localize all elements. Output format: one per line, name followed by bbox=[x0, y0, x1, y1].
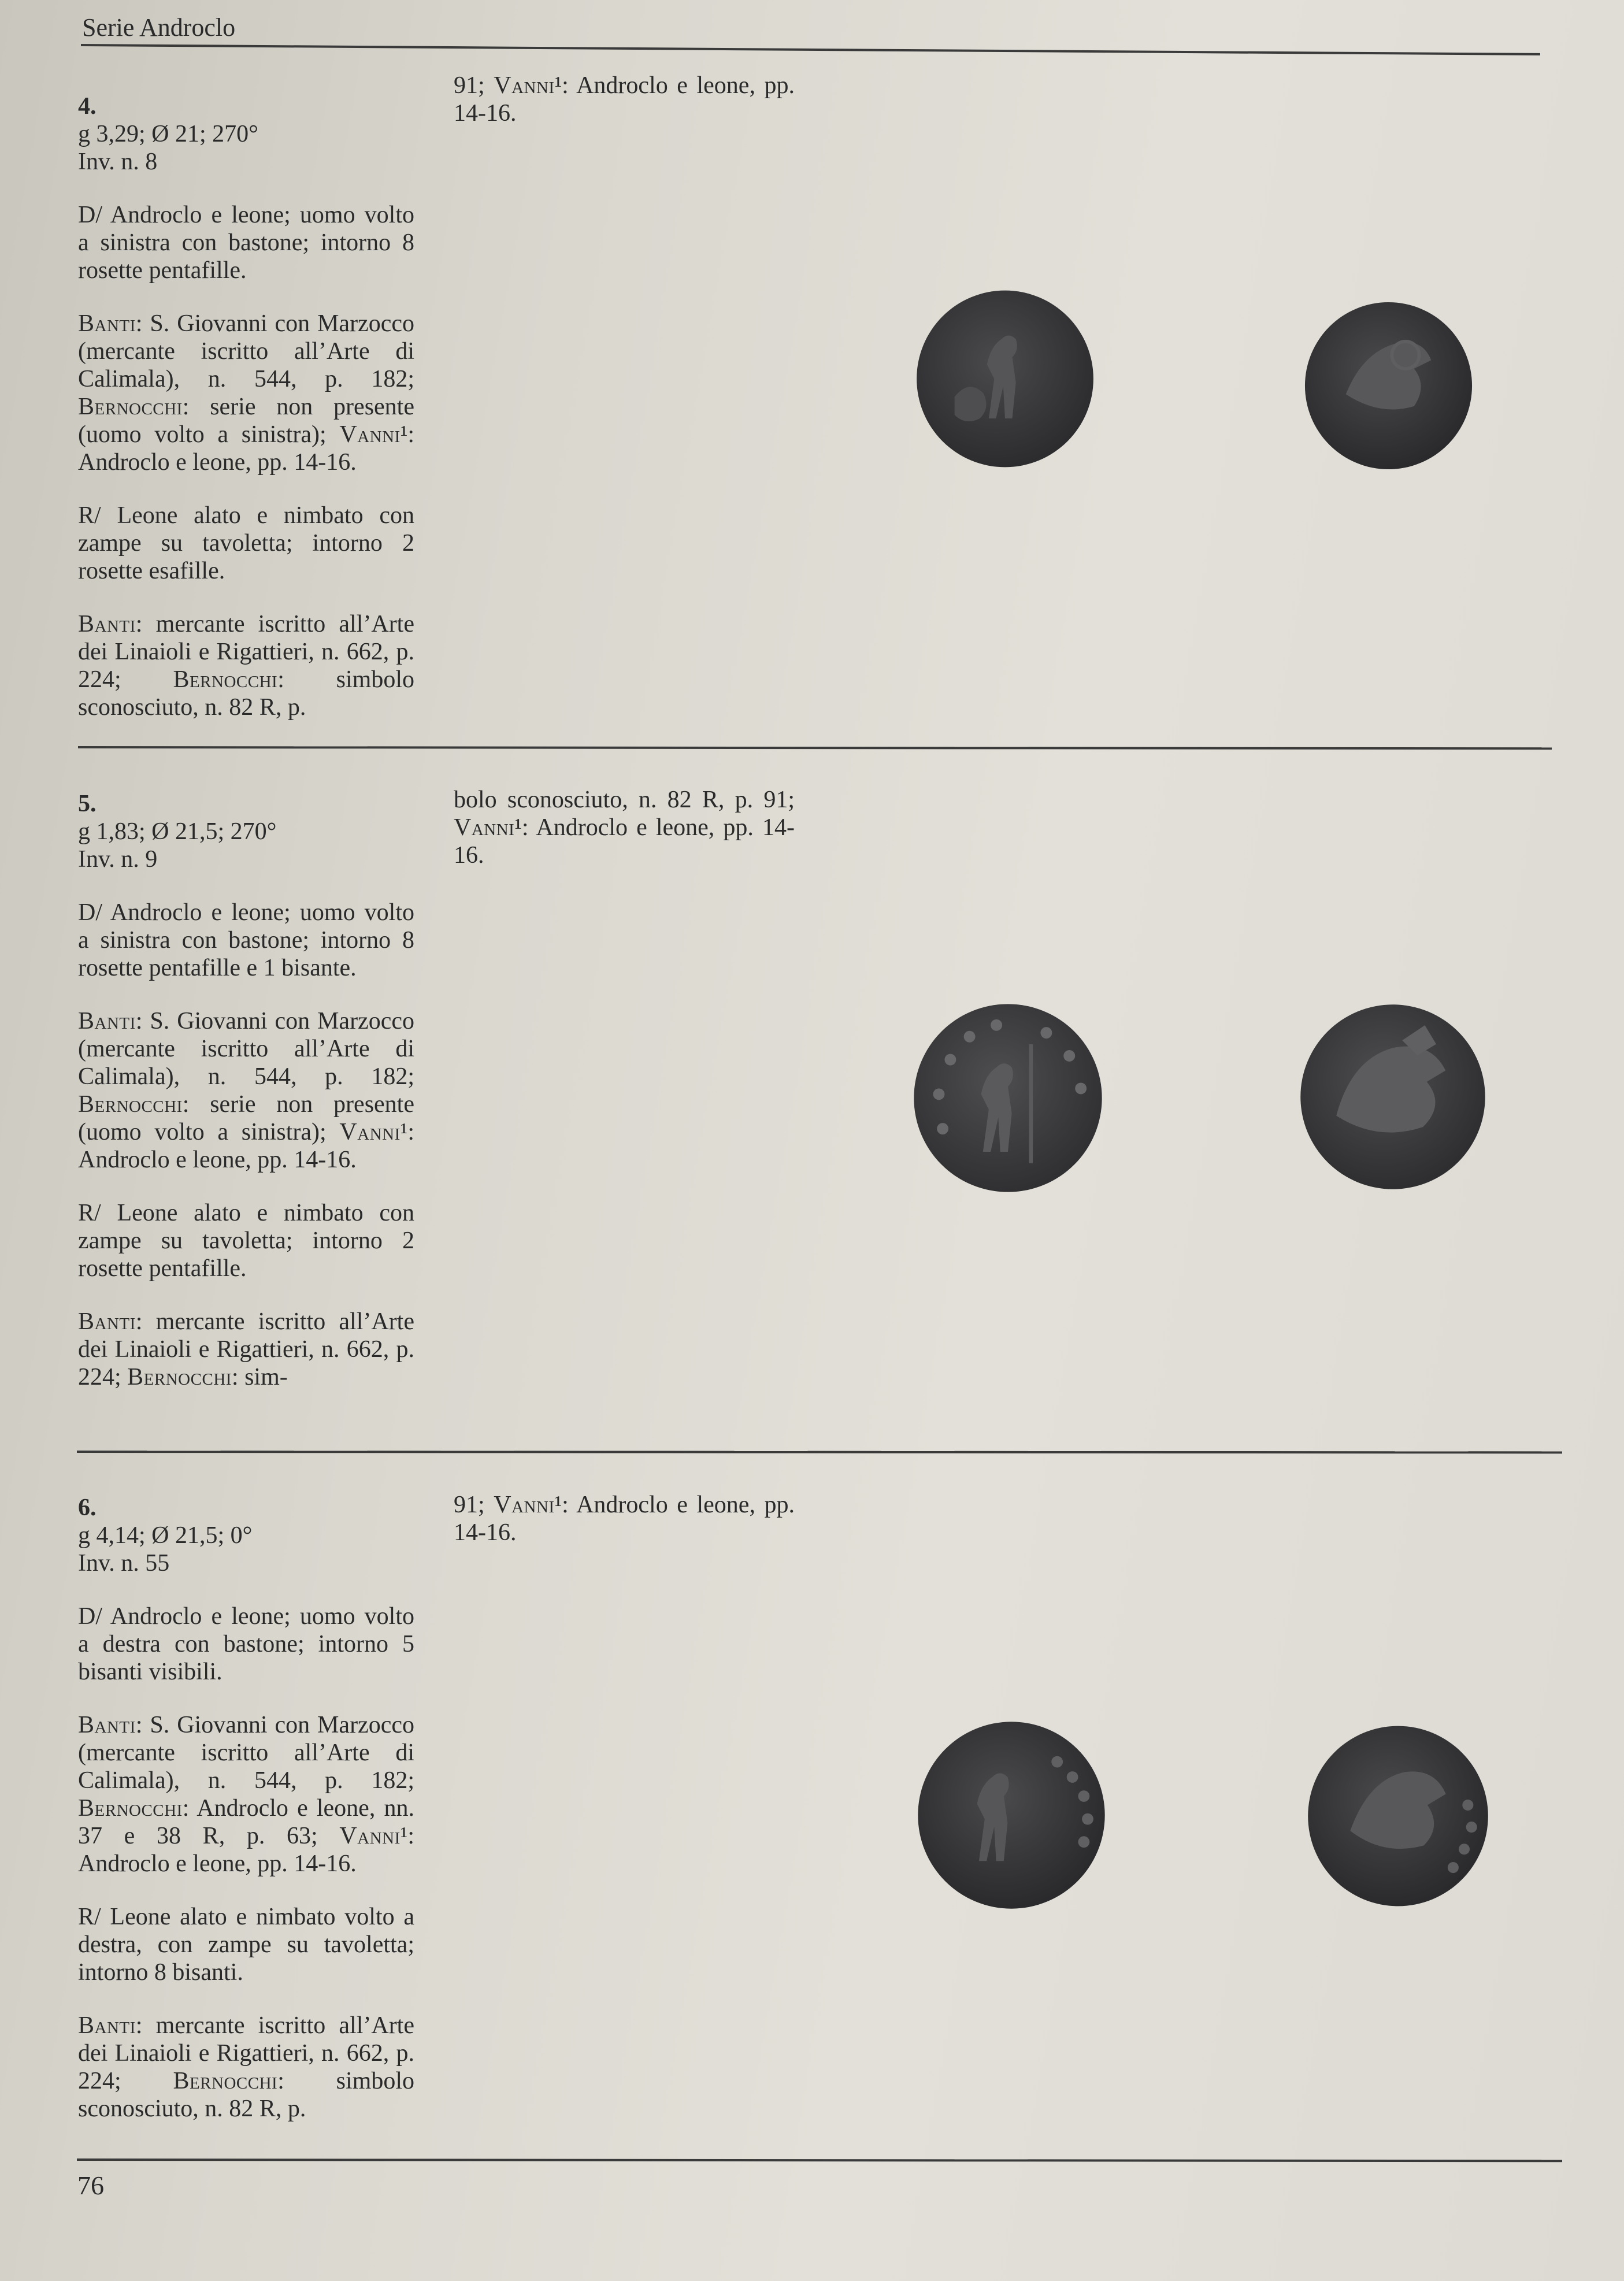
running-header: Serie Androclo bbox=[82, 13, 236, 42]
entry-header bbox=[78, 790, 414, 873]
entry-left-column bbox=[78, 790, 414, 1416]
coin-obverse-image bbox=[912, 1000, 1104, 1196]
entry-continuation bbox=[454, 786, 795, 895]
obverse-references: Banti: S. Giovanni con Marzocco (mercante iscritto all’Arte di Calimala), n. 544, p. 182; Bernocchi: serie non presente (uomo volto a sinistra); Vanni¹: Androclo e leone, pp. 14-16. bbox=[78, 1008, 414, 1173]
obverse-references: Banti: S. Giovanni con Marzocco (mercante iscritto all’Arte di Calimala), n. 544, p. 182; Bernocchi: Androclo e leone, nn. 37 e 38 R, p. 63; Vanni¹: Androclo e leone, pp. 14-16. bbox=[78, 1712, 414, 1877]
entry-header bbox=[78, 92, 414, 176]
reverse-references: Banti: mercante iscritto all’Arte dei Linaioli e Rigattieri, n. 662, p. 224; Bernocchi: simbolo sconosciuto, n. 82 R, p. bbox=[78, 2012, 414, 2122]
obverse-references: Banti: S. Giovanni con Marzocco (mercante iscritto all’Arte di Calimala), n. 544, p. 182; Bernocchi: serie non presente (uomo volto a sinistra); Vanni¹: Androclo e leone, pp. 14-16. bbox=[78, 310, 414, 476]
entry-inventory: Inv. n. 8 bbox=[78, 149, 158, 175]
entry-inventory: Inv. n. 55 bbox=[78, 1550, 170, 1577]
entry-number: 6. bbox=[78, 1494, 97, 1521]
entry-weight-diameter-axis: g 1,83; Ø 21,5; 270° bbox=[78, 818, 277, 845]
entry-number: 5. bbox=[78, 791, 97, 817]
reverse-references: Banti: mercante iscritto all’Arte dei Linaioli e Rigattieri, n. 662, p. 224; Bernocchi: sim- bbox=[78, 1308, 414, 1390]
entry-continuation bbox=[454, 72, 795, 153]
entry-left-column bbox=[78, 92, 414, 747]
coin-reverse-image bbox=[1303, 295, 1474, 477]
reverse-description: R/ Leone alato e nimbato volto a destra, con zampe su tavoletta; intorno 8 bisanti. bbox=[78, 1904, 414, 1986]
reverse-description: R/ Leone alato e nimbato con zampe su tavoletta; intorno 2 rosette pentafille. bbox=[78, 1200, 414, 1282]
coin-reverse-image bbox=[1299, 1000, 1487, 1194]
entry-left-column bbox=[78, 1494, 414, 2148]
obverse-description: D/ Androclo e leone; uomo volto a destra con bastone; intorno 5 bisanti visibili. bbox=[78, 1603, 414, 1685]
entry-weight-diameter-axis: g 4,14; Ø 21,5; 0° bbox=[78, 1522, 253, 1549]
obverse-description: D/ Androclo e leone; uomo volto a sinistra con bastone; intorno 8 rosette pentafille e 1 bisante. bbox=[78, 899, 414, 981]
obverse-description: D/ Androclo e leone; uomo volto a sinistra con bastone; intorno 8 rosette pentafille. bbox=[78, 202, 414, 284]
coin-reverse-image bbox=[1306, 1722, 1490, 1910]
coin-obverse-image bbox=[915, 285, 1095, 473]
entry-divider bbox=[77, 1451, 1562, 1453]
continuation-text: 91; Vanni¹: Androclo e leone, pp. 14-16. bbox=[454, 1492, 795, 1546]
entry-continuation bbox=[454, 1491, 795, 1572]
header-rule bbox=[81, 44, 1540, 55]
entry-divider bbox=[77, 2158, 1562, 2162]
reverse-references: Banti: mercante iscritto all’Arte dei Linaioli e Rigattieri, n. 662, p. 224; Bernocchi: simbolo sconosciuto, n. 82 R, p. bbox=[78, 611, 414, 721]
entry-number: 4. bbox=[78, 93, 97, 120]
continuation-text: bolo sconosciuto, n. 82 R, p. 91; Vanni¹: Androclo e leone, pp. 14-16. bbox=[454, 787, 795, 869]
entry-divider bbox=[78, 746, 1552, 750]
reverse-description: R/ Leone alato e nimbato con zampe su tavoletta; intorno 2 rosette esafille. bbox=[78, 502, 414, 584]
entry-weight-diameter-axis: g 3,29; Ø 21; 270° bbox=[78, 121, 258, 147]
coin-obverse-image bbox=[916, 1719, 1107, 1911]
page-number: 76 bbox=[77, 2171, 104, 2200]
continuation-text: 91; Vanni¹: Androclo e leone, pp. 14-16. bbox=[454, 72, 795, 127]
entry-header bbox=[78, 1494, 414, 1577]
entry-inventory: Inv. n. 9 bbox=[78, 846, 158, 873]
